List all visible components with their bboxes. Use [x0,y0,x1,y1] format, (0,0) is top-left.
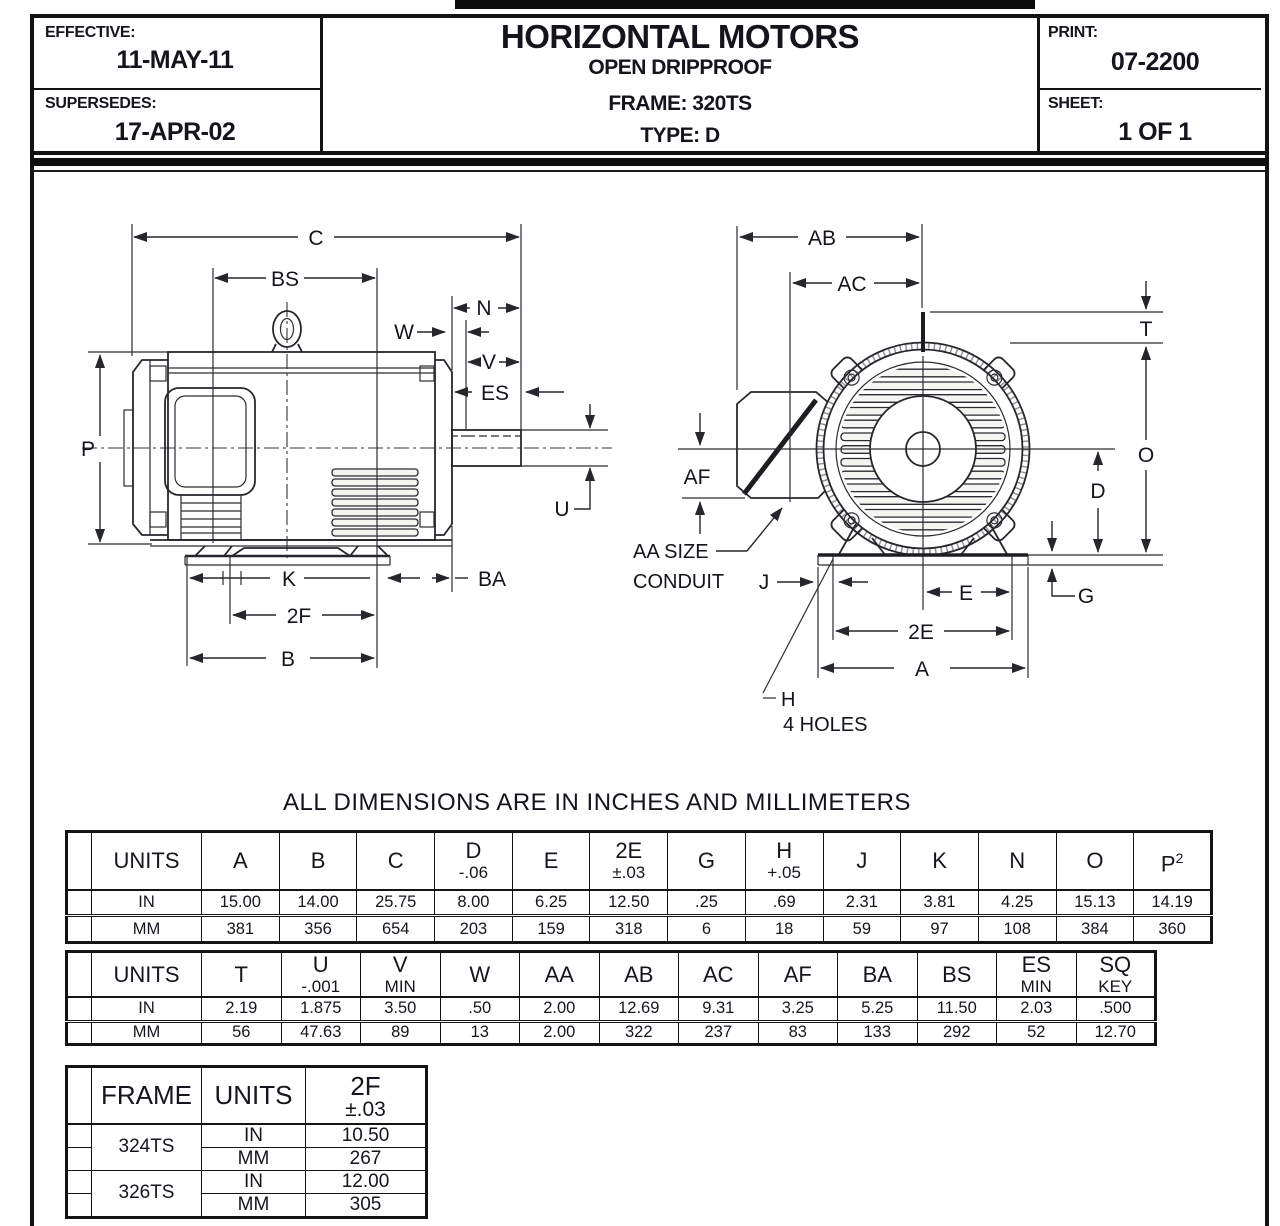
conduit-note-line1: AA SIZE [633,541,709,563]
header-cell: T [202,952,282,998]
cell: 47.63 [281,1021,361,1044]
header-cell: 2E ±.03 [590,832,668,890]
header-cell: 2F ±.03 [306,1067,427,1124]
cell: 5.25 [838,997,918,1021]
dim-label-w: W [394,321,414,344]
header-cell: AC [679,952,759,998]
header-cell: UNITS [92,952,202,998]
dim-label-ab: AB [807,227,837,250]
cell: 1.875 [281,997,361,1021]
supersedes-date: 17-APR-02 [114,118,236,146]
cell: 322 [599,1021,679,1044]
cell: 2.31 [823,890,901,916]
supersedes-label: SUPERSEDES: [45,95,157,112]
cell: 305 [306,1193,427,1217]
header-cell: UNITS [92,832,202,890]
print-number: 07-2200 [1110,48,1200,76]
cell: 15.00 [202,890,280,916]
cell: 133 [838,1021,918,1044]
cell: 97 [901,916,979,943]
cell: 10.50 [306,1124,427,1148]
header-cell: J [823,832,901,890]
cell: 203 [435,916,513,943]
cell: IN [202,1124,306,1148]
side-view-drawing [82,302,612,565]
cell: 14.00 [279,890,357,916]
cell: 2.00 [520,1021,600,1044]
dim-label-b: B [280,648,296,671]
header-cell: D -.06 [435,832,513,890]
sheet-number: 1 OF 1 [1118,118,1192,146]
dim-label-k: K [281,568,297,591]
cell: 12.00 [306,1170,427,1193]
cell: 2.03 [997,997,1077,1021]
dim-label-v: V [481,351,497,374]
frame-2f-table [65,1065,428,1219]
cell: 8.00 [435,890,513,916]
frame-cell: 326TS [92,1170,202,1217]
cell: .500 [1076,997,1156,1021]
cell: 2.00 [520,997,600,1021]
doc-subtitle: OPEN DRIPPROOF [588,56,772,79]
header-cell: SQ KEY [1076,952,1156,998]
front-view-drawing [678,312,1050,610]
cell: 9.31 [679,997,759,1021]
cell: MM [92,916,202,943]
doc-title: HORIZONTAL MOTORS [500,18,860,55]
header-cell: AA [520,952,600,998]
header-cell: O [1056,832,1134,890]
dim-label-d: D [1090,480,1106,503]
cell: 14.19 [1134,890,1212,916]
header-cell: C [357,832,435,890]
holes-h-label: H [781,689,796,711]
dim-label-2e: 2E [908,621,934,644]
effective-date: 11-MAY-11 [116,46,234,74]
cell: 12.50 [590,890,668,916]
header-cell: V MIN [361,952,441,998]
dim-label-a: A [914,658,930,681]
cell: 3.50 [361,997,441,1021]
cell: 13 [440,1021,520,1044]
cell: IN [92,890,202,916]
table-row [67,916,1212,943]
cell: 83 [758,1021,838,1044]
header-cell: AB [599,952,679,998]
dim-label-j: J [758,571,770,594]
dim-label-n: N [476,297,492,320]
header-cell: W [440,952,520,998]
dimensions-table-main [65,830,1213,944]
cell: 237 [679,1021,759,1044]
holes-count-label: 4 HOLES [783,714,868,736]
dim-label-es: ES [480,382,510,405]
cell: IN [202,1170,306,1193]
cell: 12.70 [1076,1021,1156,1044]
table-row [67,1170,427,1193]
cell: 654 [357,916,435,943]
dim-label-e: E [958,582,974,605]
cell: IN [92,997,202,1021]
frame-cell: 324TS [92,1124,202,1171]
cell: 4.25 [978,890,1056,916]
header-cell: AF [758,952,838,998]
table-row [67,1021,1156,1044]
cell: 159 [512,916,590,943]
dim-label-af: AF [683,466,711,489]
cell: 15.13 [1056,890,1134,916]
cell: .50 [440,997,520,1021]
dim-label-p: P [80,438,96,461]
table-row [67,890,1212,916]
dim-label-ac: AC [837,273,867,296]
dim-label-u: U [554,498,570,521]
header-cell: K [901,832,979,890]
dimensions-note: ALL DIMENSIONS ARE IN INCHES AND MILLIMETERS [283,789,911,816]
cell: .25 [668,890,746,916]
dim-label-o: O [1137,444,1155,467]
header-cell: N [978,832,1056,890]
spacer-cell [67,1067,92,1124]
cell: MM [92,1021,202,1044]
cell: .69 [745,890,823,916]
cell: 6.25 [512,890,590,916]
type-line: TYPE: D [640,124,720,147]
cell: 6 [668,916,746,943]
cell: MM [202,1147,306,1170]
dim-label-bs: BS [270,268,300,291]
cell: 292 [917,1021,997,1044]
cell: 56 [202,1021,282,1044]
header-cell: U -.001 [281,952,361,998]
header-cell: G [668,832,746,890]
header-cell: BA [838,952,918,998]
dim-label-2f: 2F [286,605,312,628]
cell: 267 [306,1147,427,1170]
dim-label-t: T [1139,318,1153,341]
cell: 3.81 [901,890,979,916]
header-cell: E [512,832,590,890]
header-cell: FRAME [92,1067,202,1124]
header-cell: UNITS [202,1067,306,1124]
cell: 11.50 [917,997,997,1021]
cell: 384 [1056,916,1134,943]
spacer-cell [67,952,92,998]
dim-label-g: G [1077,585,1095,608]
spacer-cell [67,832,92,890]
frame-line: FRAME: 320TS [608,92,752,115]
print-label: PRINT: [1048,24,1098,41]
cell: 25.75 [357,890,435,916]
cell: 108 [978,916,1056,943]
cell: MM [202,1193,306,1217]
table-row [67,997,1156,1021]
header-cell: BS [917,952,997,998]
header-cell: ES MIN [997,952,1077,998]
cell: 360 [1134,916,1212,943]
dim-label-ba: BA [477,568,507,591]
cell: 3.25 [758,997,838,1021]
dim-label-c: C [308,227,324,250]
cell: 356 [279,916,357,943]
cell: 318 [590,916,668,943]
sheet-label: SHEET: [1048,95,1104,112]
cell: 89 [361,1021,441,1044]
dimensions-table-secondary [65,950,1157,1046]
cell: 52 [997,1021,1077,1044]
header-cell: H +.05 [745,832,823,890]
header-cell: $P^2$ [1134,832,1212,890]
cell: 59 [823,916,901,943]
effective-label: EFFECTIVE: [45,24,136,41]
header-cell: A [202,832,280,890]
cell: 381 [202,916,280,943]
header-cell: B [279,832,357,890]
table-row [67,1124,427,1148]
cell: 18 [745,916,823,943]
conduit-note-line2: CONDUIT [633,571,725,593]
cell: 2.19 [202,997,282,1021]
cell: 12.69 [599,997,679,1021]
